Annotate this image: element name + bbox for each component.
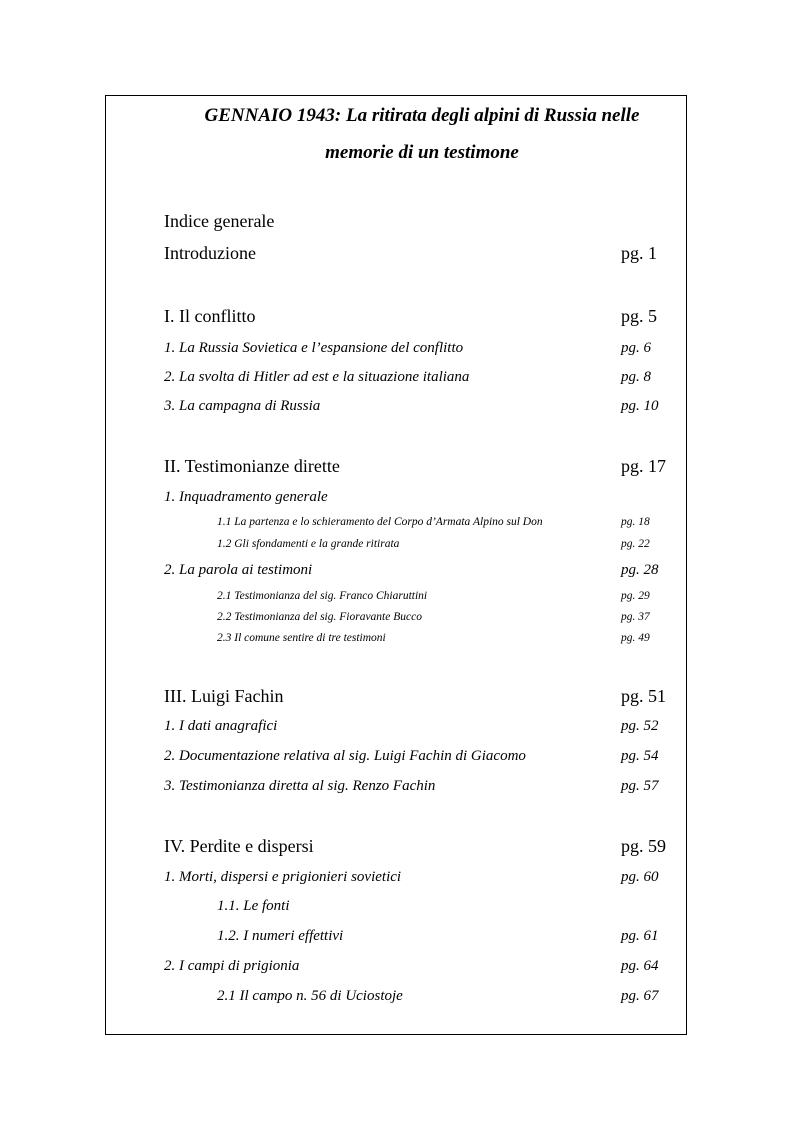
toc-subitem: 2.1 Testimonianza del sig. Franco Chiaruttini bbox=[217, 590, 428, 602]
toc-item-page: pg. 8 bbox=[621, 369, 651, 385]
toc-item: 1. Morti, dispersi e prigionieri sovietici bbox=[164, 869, 402, 885]
toc-subitem-page: pg. 22 bbox=[621, 538, 650, 550]
intro-page: pg. 1 bbox=[621, 243, 657, 263]
toc-item-page: pg. 52 bbox=[621, 718, 659, 734]
toc-item-page: pg. 54 bbox=[621, 748, 659, 764]
toc-item-page: pg. 6 bbox=[621, 340, 651, 356]
index-heading: Indice generale bbox=[164, 211, 275, 231]
document-title-line2: memorie di un testimone bbox=[325, 142, 519, 163]
toc-item-page: pg. 28 bbox=[621, 562, 659, 578]
toc-subitem-page: pg. 29 bbox=[621, 590, 650, 602]
chapter-page: pg. 17 bbox=[621, 456, 666, 476]
toc-item: 3. La campagna di Russia bbox=[164, 398, 321, 414]
chapter-page: pg. 59 bbox=[621, 836, 666, 856]
chapter-page: pg. 5 bbox=[621, 306, 657, 326]
toc-subitem: 2.3 Il comune sentire di tre testimoni bbox=[217, 632, 386, 644]
toc-subitem-page: pg. 37 bbox=[621, 611, 650, 623]
toc-item: 2. La parola ai testimoni bbox=[164, 562, 313, 578]
toc-subitem: 1.2 Gli sfondamenti e la grande ritirata bbox=[217, 538, 400, 550]
toc-item: 1. I dati anagrafici bbox=[164, 718, 278, 734]
chapter-heading: II. Testimonianze dirette bbox=[164, 456, 340, 476]
toc-item-page: pg. 64 bbox=[621, 958, 659, 974]
toc-item-page: pg. 10 bbox=[621, 398, 659, 414]
toc-subitem-page: pg. 67 bbox=[621, 988, 659, 1004]
chapter-page: pg. 51 bbox=[621, 686, 666, 706]
chapter-heading: IV. Perdite e dispersi bbox=[164, 836, 314, 856]
toc-item: 2. I campi di prigionia bbox=[164, 958, 300, 974]
toc-item-page: pg. 60 bbox=[621, 869, 659, 885]
toc-item: 2. La svolta di Hitler ad est e la situazione italiana bbox=[164, 369, 470, 385]
toc-subitem-page: pg. 61 bbox=[621, 928, 659, 944]
toc-subitem-page: pg. 18 bbox=[621, 516, 650, 528]
chapter-heading: III. Luigi Fachin bbox=[164, 686, 284, 706]
toc-item: 2. Documentazione relativa al sig. Luigi Fachin di Giacomo bbox=[164, 748, 526, 764]
toc-subitem-page: pg. 49 bbox=[621, 632, 650, 644]
toc-subitem: 1.2. I numeri effettivi bbox=[217, 928, 344, 944]
intro-label: Introduzione bbox=[164, 243, 256, 263]
toc-subitem: 2.1 Il campo n. 56 di Uciostoje bbox=[217, 988, 403, 1004]
toc-item-page: pg. 57 bbox=[621, 778, 659, 794]
toc-subitem: 1.1. Le fonti bbox=[217, 898, 290, 914]
toc-subitem: 2.2 Testimonianza del sig. Fioravante Bucco bbox=[217, 611, 422, 623]
toc-item: 3. Testimonianza diretta al sig. Renzo Fachin bbox=[164, 778, 436, 794]
document-title-line1: GENNAIO 1943: La ritirata degli alpini di Russia nelle bbox=[204, 105, 640, 126]
toc-item: 1. La Russia Sovietica e l’espansione del conflitto bbox=[164, 340, 464, 356]
toc-subitem: 1.1 La partenza e lo schieramento del Corpo d’Armata Alpino sul Don bbox=[217, 516, 543, 528]
chapter-heading: I. Il conflitto bbox=[164, 306, 256, 326]
toc-item: 1. Inquadramento generale bbox=[164, 489, 328, 505]
